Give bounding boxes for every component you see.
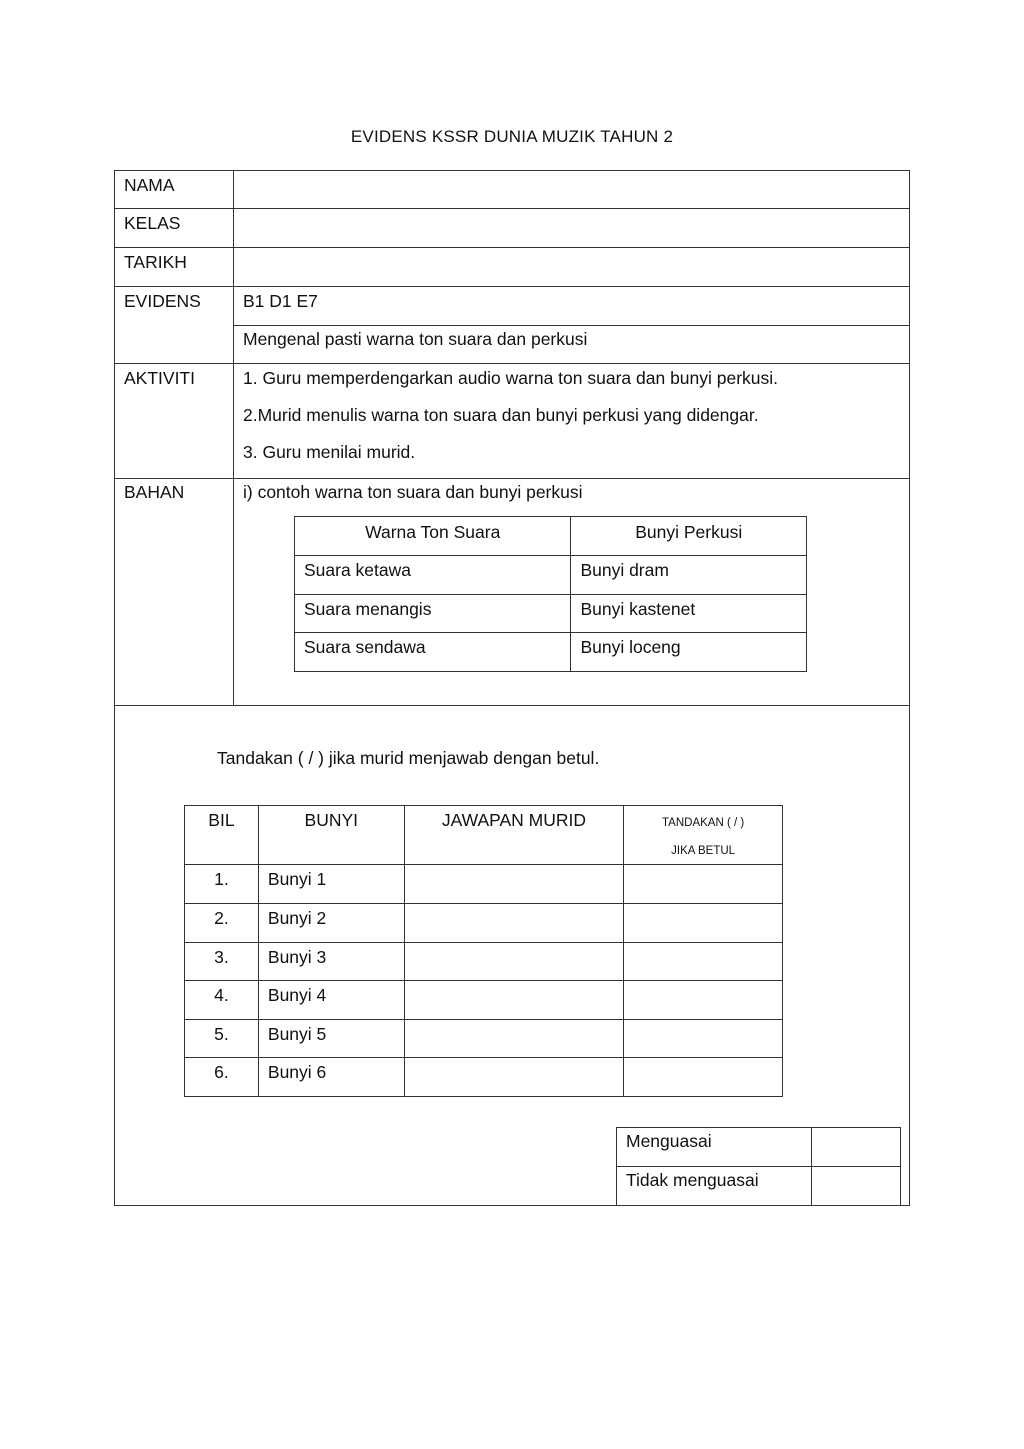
table-row: [185, 865, 783, 904]
tandakan-cell[interactable]: [624, 943, 783, 981]
kelas-label: KELAS: [124, 213, 181, 233]
bunyi-cell: Bunyi 4: [258, 981, 404, 1020]
contoh-cell: Bunyi dram: [571, 556, 807, 595]
answer-header-tandakan: [624, 806, 783, 865]
bil-cell: 1.: [185, 865, 259, 904]
tandakan-cell[interactable]: [624, 981, 783, 1020]
tandakan-cell[interactable]: [624, 904, 783, 943]
jawapan-cell[interactable]: [404, 1058, 624, 1097]
evidens-label: EVIDENS: [124, 291, 201, 311]
bunyi-cell: Bunyi 6: [258, 1058, 404, 1097]
bil-cell: 2.: [185, 904, 259, 943]
result-table: [616, 1127, 901, 1206]
evidens-code: B1 D1 E7: [243, 291, 318, 311]
jawapan-cell[interactable]: [404, 943, 624, 981]
bil-cell: 3.: [185, 943, 259, 981]
table-row: [185, 981, 783, 1020]
contoh-table: [294, 516, 807, 672]
table-row: [185, 943, 783, 981]
contoh-header-perkusi: Bunyi Perkusi: [571, 517, 807, 556]
bunyi-cell: Bunyi 5: [258, 1020, 404, 1058]
nama-label: NAMA: [124, 175, 175, 195]
answer-header-bunyi: BUNYI: [258, 806, 404, 865]
tandakan-header-line2: JIKA BETUL: [671, 845, 736, 857]
row-divider: [114, 705, 910, 706]
contoh-cell: Suara menangis: [295, 595, 571, 633]
aktiviti-label: AKTIVITI: [124, 368, 195, 388]
bunyi-cell: Bunyi 2: [258, 904, 404, 943]
tidak-menguasai-checkbox[interactable]: [812, 1167, 901, 1206]
jawapan-cell[interactable]: [404, 904, 624, 943]
answer-table: [184, 805, 783, 1097]
aktiviti-item: 1. Guru memperdengarkan audio warna ton suara dan bunyi perkusi.: [243, 368, 779, 388]
aktiviti-item: 2.Murid menulis warna ton suara dan bunyi perkusi yang didengar.: [243, 405, 759, 425]
tarikh-label: TARIKH: [124, 252, 187, 272]
jawapan-cell[interactable]: [404, 1020, 624, 1058]
tandakan-cell[interactable]: [624, 1020, 783, 1058]
bil-cell: 6.: [185, 1058, 259, 1097]
bahan-intro: i) contoh warna ton suara dan bunyi perkusi: [243, 482, 583, 502]
tandakan-header-line1: TANDAKAN ( / ): [662, 817, 745, 829]
contoh-header-warna: Warna Ton Suara: [295, 517, 571, 556]
row-divider: [233, 325, 910, 326]
table-row: [185, 1020, 783, 1058]
bunyi-cell: Bunyi 3: [258, 943, 404, 981]
contoh-cell: Suara sendawa: [295, 633, 571, 672]
table-row: [185, 904, 783, 943]
contoh-cell: Bunyi loceng: [571, 633, 807, 672]
contoh-cell: Suara ketawa: [295, 556, 571, 595]
menguasai-label: Menguasai: [617, 1128, 812, 1167]
tandakan-cell[interactable]: [624, 1058, 783, 1097]
answer-header-jawapan: JAWAPAN MURID: [404, 806, 624, 865]
kelas-field[interactable]: [234, 209, 909, 247]
instruction-text: Tandakan ( / ) jika murid menjawab dengan betul.: [217, 748, 600, 768]
bil-cell: 5.: [185, 1020, 259, 1058]
table-row: [185, 1058, 783, 1097]
nama-field[interactable]: [234, 171, 909, 208]
bil-cell: 4.: [185, 981, 259, 1020]
tidak-menguasai-label: Tidak menguasai: [617, 1167, 812, 1206]
jawapan-cell[interactable]: [404, 981, 624, 1020]
bahan-label: BAHAN: [124, 482, 185, 502]
menguasai-checkbox[interactable]: [812, 1128, 901, 1167]
bunyi-cell: Bunyi 1: [258, 865, 404, 904]
document-title: EVIDENS KSSR DUNIA MUZIK TAHUN 2: [350, 127, 674, 146]
evidens-description: Mengenal pasti warna ton suara dan perkusi: [243, 329, 588, 349]
jawapan-cell[interactable]: [404, 865, 624, 904]
tarikh-field[interactable]: [234, 248, 909, 286]
contoh-cell: Bunyi kastenet: [571, 595, 807, 633]
answer-header-bil: BIL: [185, 806, 259, 865]
tandakan-cell[interactable]: [624, 865, 783, 904]
aktiviti-item: 3. Guru menilai murid.: [243, 442, 416, 462]
